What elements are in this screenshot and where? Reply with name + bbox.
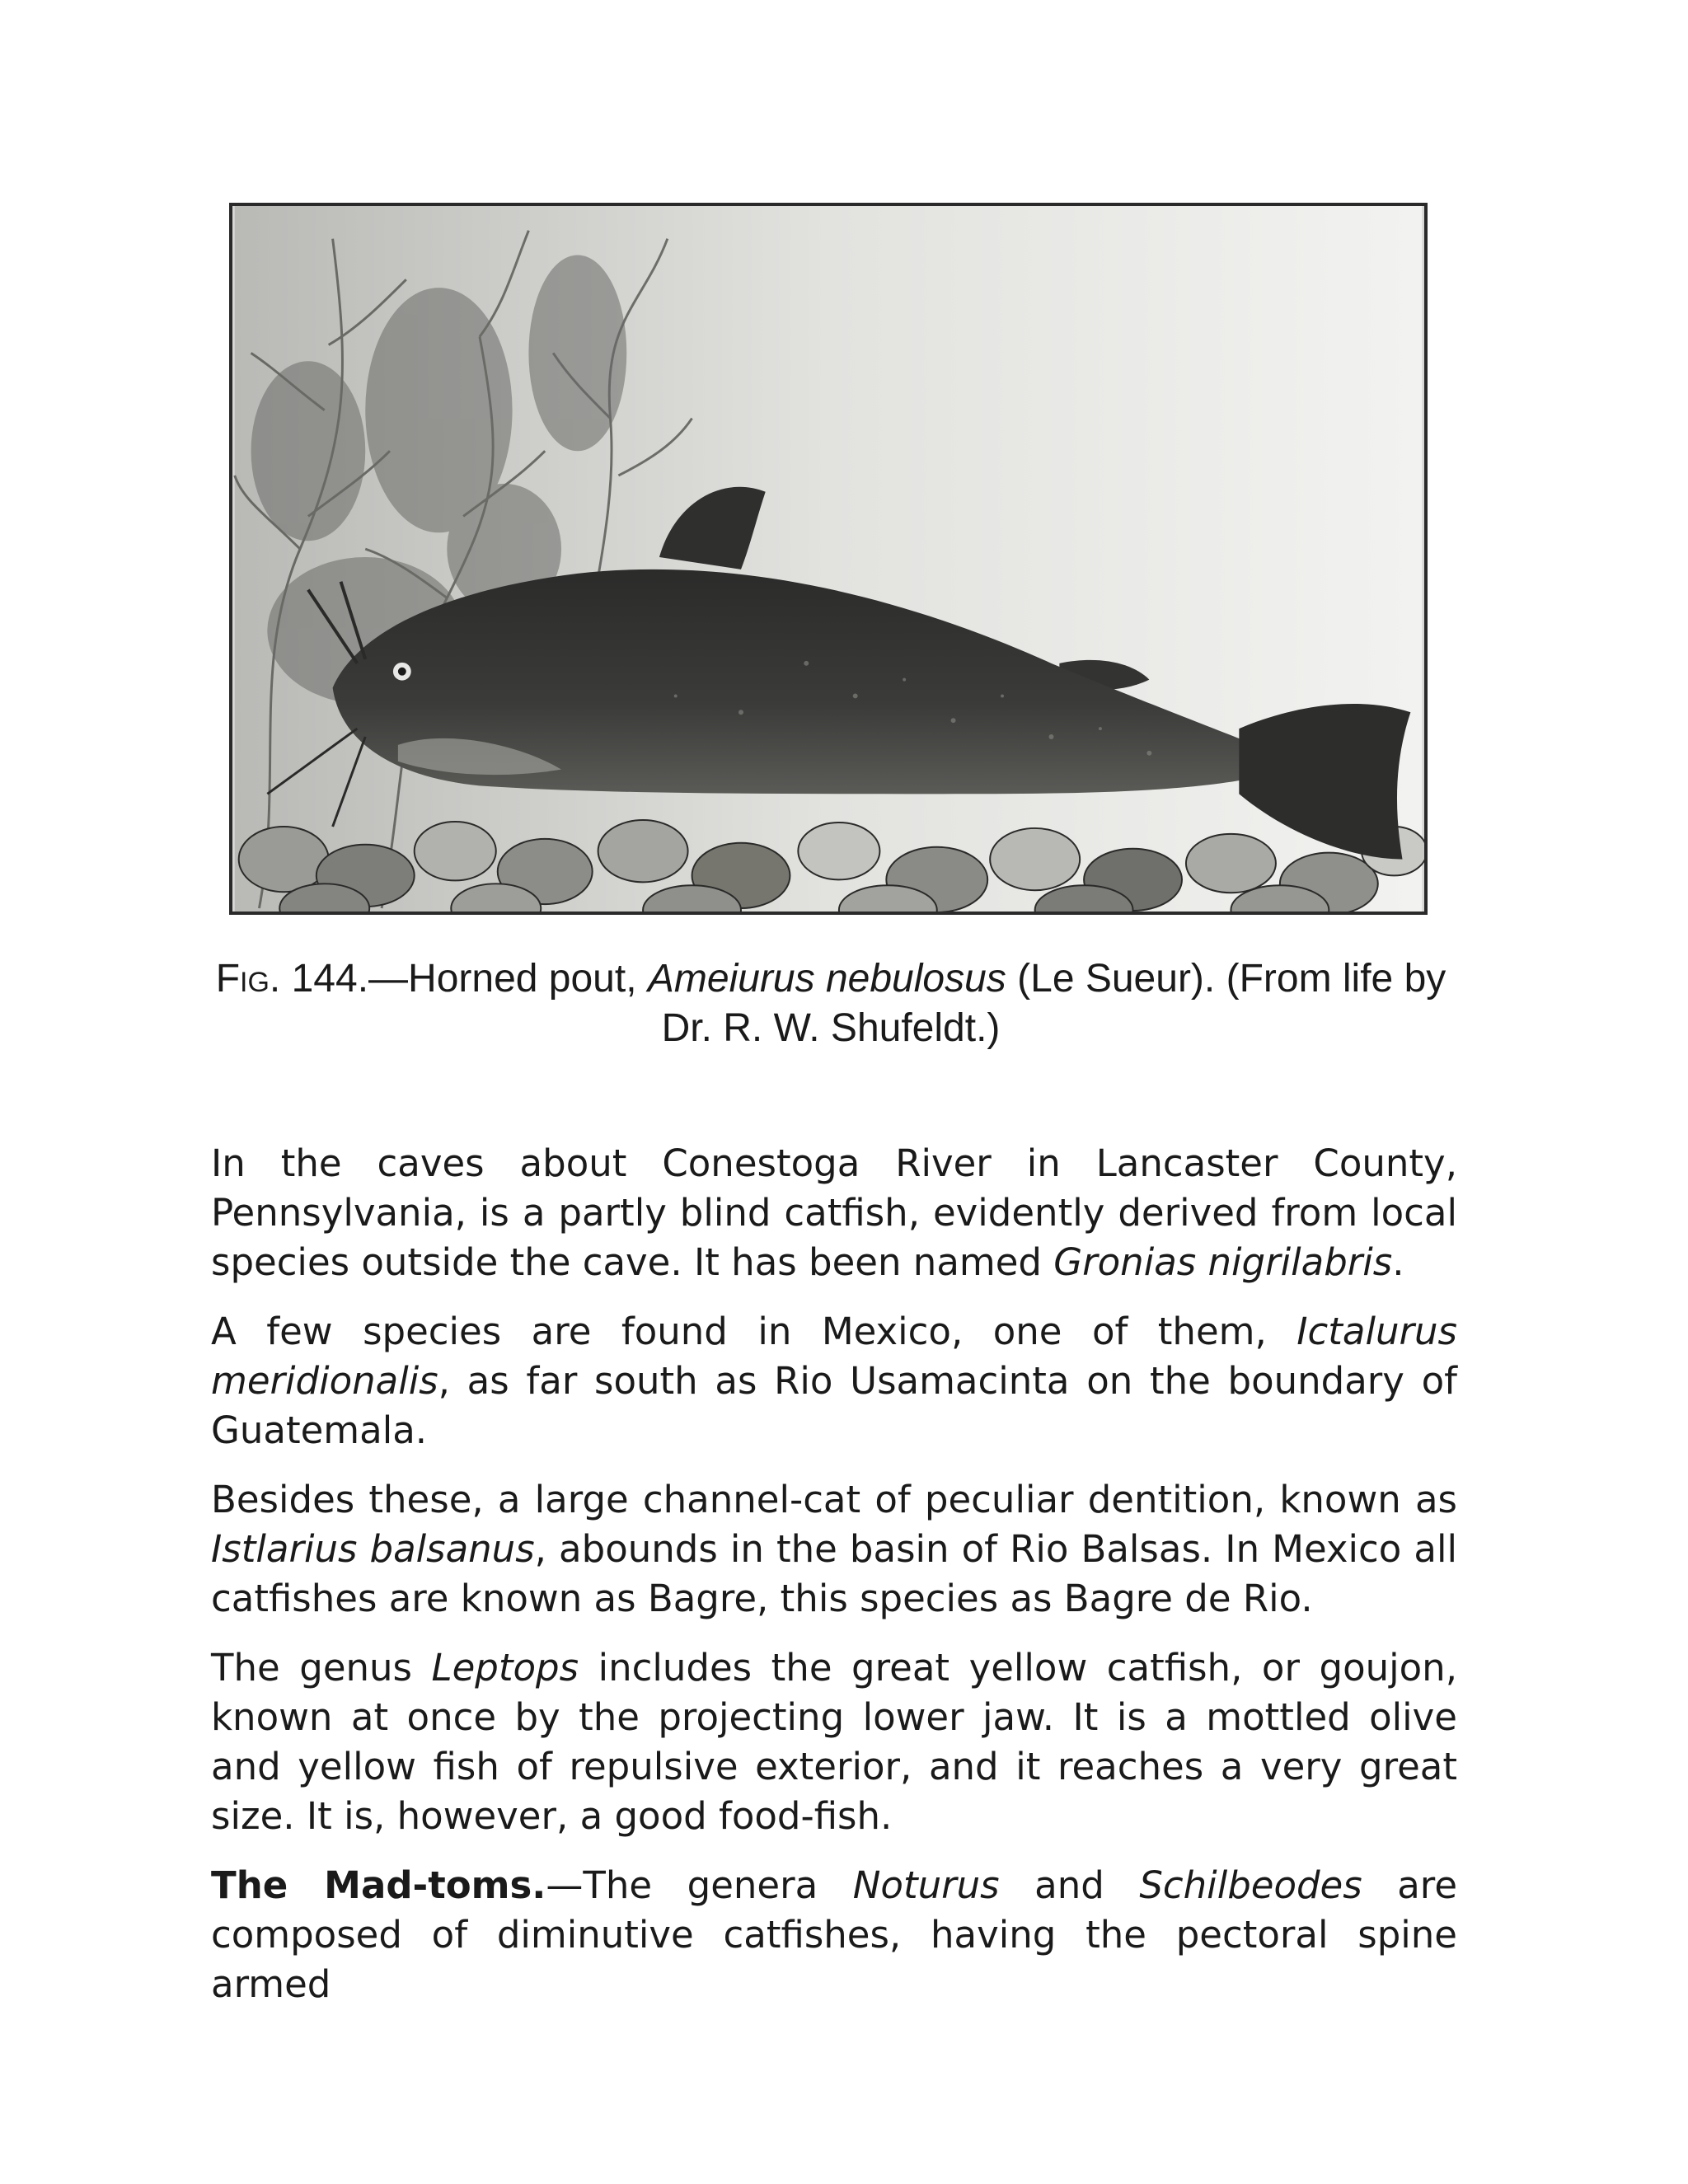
paragraph-5-end: are composed of diminutive catfishes, having the pectoral spine armed xyxy=(211,1863,1457,2006)
figure-caption xyxy=(213,954,1449,1053)
figure-species: Ameiurus nebulosus xyxy=(647,957,1006,1001)
paragraph-1-text: In the caves about Conestoga River in Lancaster County, Pennsylvania, is a partly blind catfish, evidently derived from local species outside the cave. It has been named xyxy=(211,1141,1457,1284)
paragraph-5 xyxy=(211,1861,1457,2009)
horned-pout-photo xyxy=(232,206,1424,912)
paragraph-4-end: includes the great yellow catfish, or goujon, known at once by the projecting lower jaw. It is a mottled olive and yellow fish of repulsive exterior, and it reaches a very great size. It is, however, a good food-fish. xyxy=(211,1646,1457,1838)
paragraph-1 xyxy=(211,1139,1457,1287)
paragraph-3-end: , abounds in the basin of Rio Balsas. In Mexico all catfishes are known as Bagre, this species as Bagre de Rio. xyxy=(211,1527,1457,1620)
figure-label: Fig. xyxy=(215,957,281,1001)
paragraph-3 xyxy=(211,1475,1457,1624)
genus-noturus: Noturus xyxy=(852,1863,1000,1907)
paragraph-5-text: —The genera xyxy=(546,1863,853,1907)
paragraph-5-and: and xyxy=(999,1863,1140,1907)
figure-photograph xyxy=(229,203,1428,915)
genus-schilbeodes: Schilbeodes xyxy=(1139,1863,1362,1907)
species-istlarius: Istlarius balsanus xyxy=(211,1527,535,1571)
paragraph-2 xyxy=(211,1307,1457,1455)
paragraph-2-text: A few species are found in Mexico, one of them, xyxy=(211,1310,1297,1353)
species-gronias: Gronias nigrilabris xyxy=(1053,1240,1393,1284)
figure-number: 144.—Horned pout, xyxy=(280,957,648,1001)
section-heading-mad-toms: The Mad-toms. xyxy=(211,1863,546,1907)
paragraph-4-text: The genus xyxy=(211,1646,432,1690)
figure-credit: (Le Sueur). (From life by Dr. R. W. Shufeldt.) xyxy=(661,957,1447,1050)
species-ictalurus: Ictalurus meridionalis xyxy=(211,1310,1457,1403)
genus-leptops: Leptops xyxy=(431,1646,579,1690)
paragraph-2-end: , as far south as Rio Usamacinta on the boundary of Guatemala. xyxy=(211,1359,1457,1452)
paragraph-1-end: . xyxy=(1392,1240,1404,1284)
body-text xyxy=(211,1139,1457,2029)
paragraph-4 xyxy=(211,1643,1457,1841)
paragraph-3-text: Besides these, a large channel-cat of peculiar dentition, known as xyxy=(211,1478,1457,1521)
